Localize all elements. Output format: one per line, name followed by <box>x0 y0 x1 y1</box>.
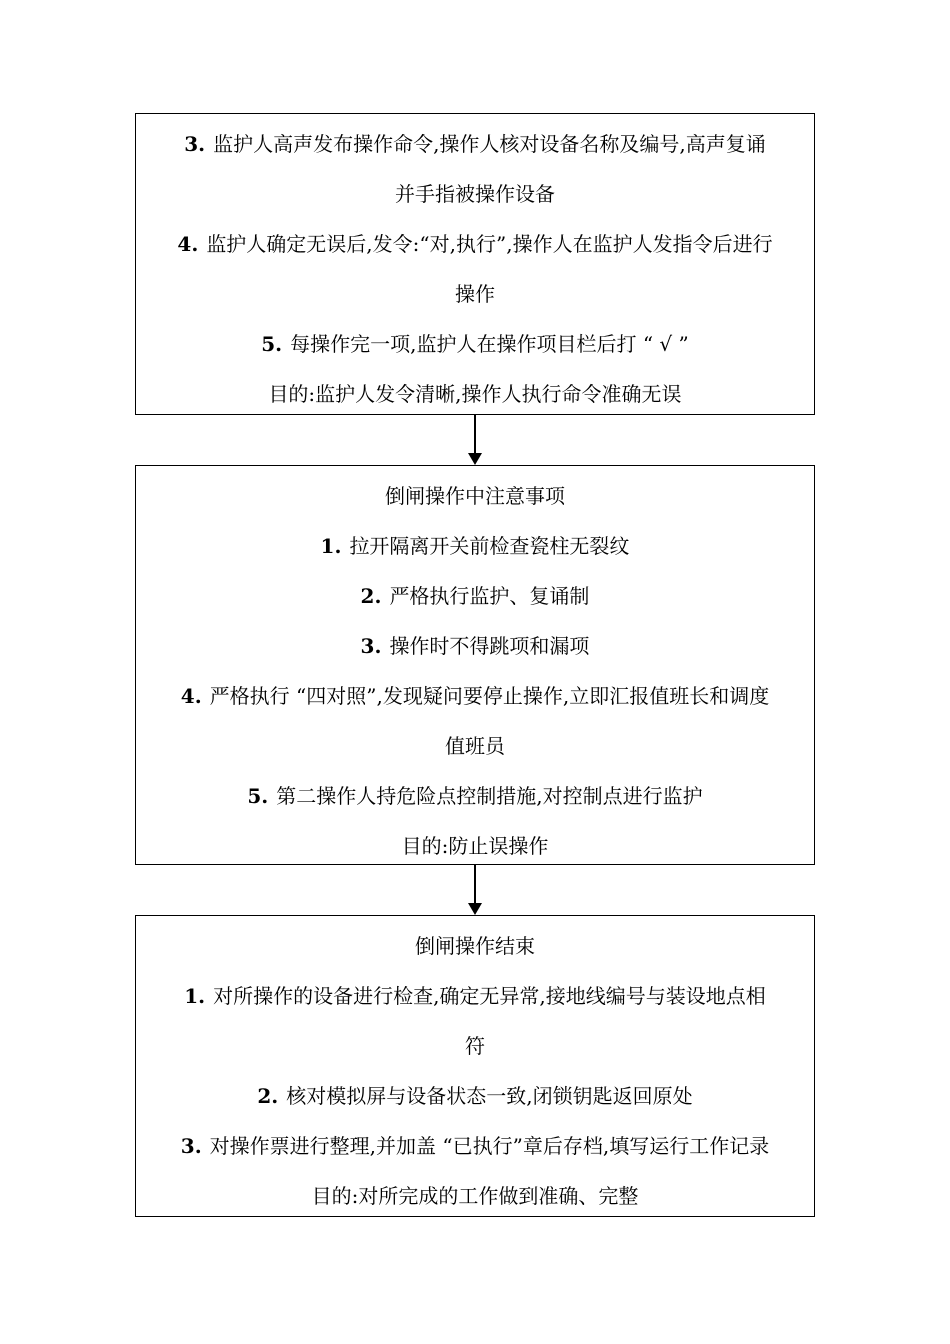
box3-line-1 <box>146 971 804 1021</box>
box3-purpose <box>146 1171 804 1221</box>
item-text: 操作时不得跳项和漏项 <box>389 634 590 658</box>
box1-purpose <box>146 369 804 419</box>
item-number: 1. <box>184 984 206 1008</box>
box2-line-2 <box>146 571 804 621</box>
flow-box-operation-execution <box>135 113 815 415</box>
item-number: 5. <box>247 784 269 808</box>
box2-line-3 <box>146 621 804 671</box>
box3-line-4 <box>146 1121 804 1171</box>
item-text: 符 <box>465 1034 485 1058</box>
item-number: 2. <box>257 1084 279 1108</box>
box1-line-2 <box>146 169 804 219</box>
flow-box-operation-end <box>135 915 815 1217</box>
box1-line-3 <box>146 219 804 269</box>
box-title: 倒闸操作结束 <box>415 934 535 958</box>
box2-title <box>146 471 804 521</box>
arrow-head <box>468 903 482 915</box>
arrow-shaft <box>474 865 476 903</box>
item-text: 并手指被操作设备 <box>395 182 555 206</box>
item-text: 对所操作的设备进行检查,确定无异常,接地线编号与装设地点相 <box>213 984 766 1008</box>
item-number: 4. <box>177 232 199 256</box>
item-text: 严格执行 “四对照”,发现疑问要停止操作,立即汇报值班长和调度 <box>209 684 770 708</box>
purpose-text: 目的:对所完成的工作做到准确、完整 <box>311 1184 639 1208</box>
purpose-text: 目的:防止误操作 <box>401 834 549 858</box>
item-number: 3. <box>360 634 382 658</box>
box3-line-3 <box>146 1071 804 1121</box>
item-text: 操作 <box>455 282 495 306</box>
box-title: 倒闸操作中注意事项 <box>385 484 565 508</box>
flow-arrow-2 <box>474 865 476 915</box>
item-number: 2. <box>360 584 382 608</box>
arrow-shaft <box>474 415 476 453</box>
item-text: 拉开隔离开关前检查瓷柱无裂纹 <box>349 534 630 558</box>
box1-line-5 <box>146 319 804 369</box>
box2-line-4 <box>146 671 804 721</box>
item-text: 值班员 <box>445 734 505 758</box>
box2-line-6 <box>146 771 804 821</box>
purpose-text: 目的:监护人发令清晰,操作人执行命令准确无误 <box>268 382 682 406</box>
item-text: 监护人确定无误后,发令:“对,执行”,操作人在监护人发指令后进行 <box>206 232 773 256</box>
item-number: 3. <box>180 1134 202 1158</box>
box1-line-4 <box>146 269 804 319</box>
arrow-head <box>468 453 482 465</box>
item-text: 对操作票进行整理,并加盖 “已执行”章后存档,填写运行工作记录 <box>209 1134 770 1158</box>
item-text: 核对模拟屏与设备状态一致,闭锁钥匙返回原处 <box>286 1084 693 1108</box>
item-number: 3. <box>184 132 206 156</box>
box2-line-5 <box>146 721 804 771</box>
flow-arrow-1 <box>474 415 476 465</box>
item-text: 严格执行监护、复诵制 <box>389 584 590 608</box>
box2-purpose <box>146 821 804 871</box>
flow-box-precautions <box>135 465 815 865</box>
box2-line-1 <box>146 521 804 571</box>
item-number: 4. <box>180 684 202 708</box>
item-number: 1. <box>320 534 342 558</box>
item-text: 监护人高声发布操作命令,操作人核对设备名称及编号,高声复诵 <box>213 132 766 156</box>
box1-line-1 <box>146 119 804 169</box>
item-text: 第二操作人持危险点控制措施,对控制点进行监护 <box>276 784 703 808</box>
item-text: 每操作完一项,监护人在操作项目栏后打 “ √ ” <box>290 332 689 356</box>
item-number: 5. <box>261 332 283 356</box>
box3-line-2 <box>146 1021 804 1071</box>
box3-title <box>146 921 804 971</box>
